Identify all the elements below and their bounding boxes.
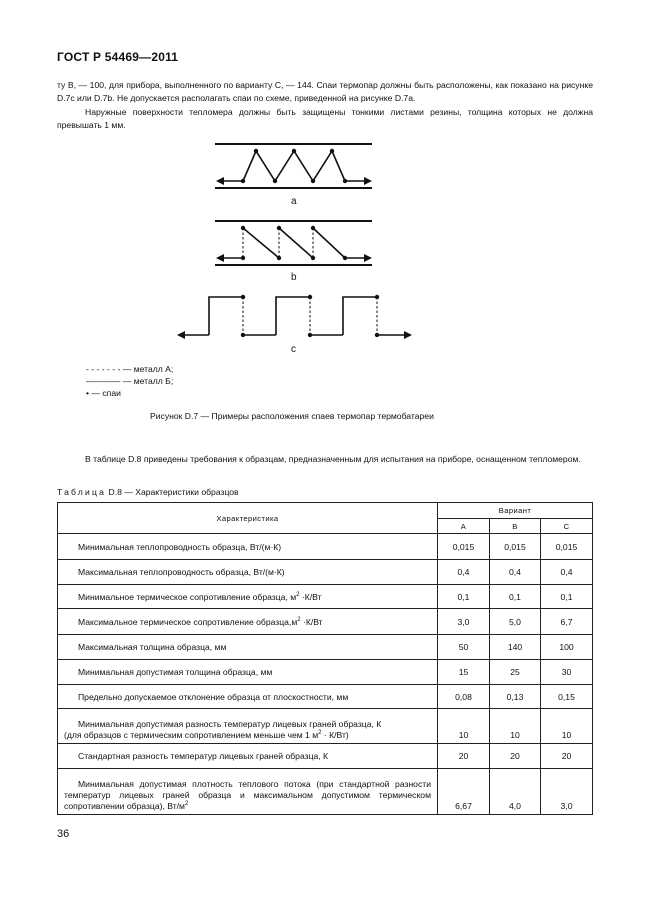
cell-a: 0,08 bbox=[438, 685, 490, 709]
row-name: Минимальная теплопроводность образца, Вт/(м·К) bbox=[58, 534, 438, 560]
header-variant: Вариант bbox=[438, 503, 593, 519]
cell-c: 0,1 bbox=[541, 585, 593, 609]
cell-a: 15 bbox=[438, 660, 490, 685]
cell-c: 0,015 bbox=[541, 534, 593, 560]
row-name-unit: ·К/Вт bbox=[300, 616, 323, 627]
cell-c: 20 bbox=[541, 744, 593, 769]
row-name: Предельно допускаемое отклонение образца от плоскостности, мм bbox=[58, 685, 438, 709]
row-name-text: Максимальное термическое сопротивление образца,м bbox=[78, 616, 298, 627]
row-name-unit: ·К/Вт bbox=[299, 591, 322, 602]
cell-c: 30 bbox=[541, 660, 593, 685]
legend-dashed-text: — металл А; bbox=[122, 364, 174, 374]
cell-a: 6,67 bbox=[438, 769, 490, 815]
cell-a: 50 bbox=[438, 635, 490, 660]
table-row bbox=[58, 585, 593, 609]
cell-b: 25 bbox=[490, 660, 541, 685]
table-row bbox=[58, 660, 593, 685]
cell-b: 0,015 bbox=[490, 534, 541, 560]
legend-solid-text: — металл Б; bbox=[122, 376, 174, 386]
table-row bbox=[58, 609, 593, 635]
row-name-sup: 2 bbox=[184, 801, 189, 807]
table-row bbox=[58, 769, 593, 815]
cell-a: 20 bbox=[438, 744, 490, 769]
table-caption bbox=[57, 487, 239, 497]
table-row bbox=[58, 534, 593, 560]
cell-c: 3,0 bbox=[541, 769, 593, 815]
cell-a: 3,0 bbox=[438, 609, 490, 635]
cell-c: 6,7 bbox=[541, 609, 593, 635]
row-name-unit: · К/Вт) bbox=[321, 730, 349, 740]
paragraph-1: ту B, — 100, для прибора, выполненного по варианту C, — 144. Спаи термопар должны быть расположены, как показано на рисунке D.7c или D.7b. Не допускается располагать спаи по схеме, приведенной на рисунке D.7a. bbox=[57, 80, 593, 103]
table-row bbox=[58, 709, 593, 744]
table-caption-rest: D.8 — Характеристики образцов bbox=[106, 487, 239, 497]
diagram-c bbox=[179, 295, 410, 337]
row-name-sup: 2 bbox=[297, 616, 301, 623]
row-name-text: Минимальное термическое сопротивление образца, м bbox=[78, 591, 297, 602]
cell-c: 0,4 bbox=[541, 560, 593, 585]
paragraph-2: Наружные поверхности тепломера должны быть защищены тонкими листами резины, толщина которых не должна превышать 1 мм. bbox=[57, 107, 593, 130]
legend-dot bbox=[86, 387, 121, 399]
figure-caption: Рисунок D.7 — Примеры расположения спаев термопар термобатареи bbox=[150, 411, 434, 421]
thermocouple-figure bbox=[0, 0, 646, 400]
header-variant-c: C bbox=[541, 519, 593, 534]
table-row bbox=[58, 744, 593, 769]
legend-solid bbox=[86, 375, 173, 387]
cell-c: 0,15 bbox=[541, 685, 593, 709]
row-name: Максимальная толщина образца, мм bbox=[58, 635, 438, 660]
row-name-line2 bbox=[64, 730, 431, 741]
cell-a: 10 bbox=[438, 709, 490, 744]
legend-dot-text: — спаи bbox=[91, 388, 121, 398]
legend-dashed bbox=[86, 363, 173, 375]
cell-a: 0,4 bbox=[438, 560, 490, 585]
page-number: 36 bbox=[57, 828, 70, 840]
diagram-b bbox=[215, 221, 372, 265]
legend-dot-symbol: • bbox=[86, 388, 90, 398]
cell-a: 0,015 bbox=[438, 534, 490, 560]
table-header-row bbox=[58, 503, 593, 519]
row-name-sup: 2 bbox=[296, 591, 300, 598]
legend-dashed-symbol: - - - - - - - bbox=[86, 364, 121, 374]
cell-a: 0,1 bbox=[438, 585, 490, 609]
paragraph-3: В таблице D.8 приведены требования к образцам, предназначенным для испытания на приборе, оснащенном тепломером. bbox=[85, 454, 581, 464]
cell-b: 0,13 bbox=[490, 685, 541, 709]
row-name-line1: Минимальная допустимая разность температур лицевых граней образца, К bbox=[78, 719, 382, 729]
header-characteristic: Характеристика bbox=[58, 503, 438, 534]
row-name: Максимальная теплопроводность образца, Вт/(м·К) bbox=[58, 560, 438, 585]
diagram-c-label: c bbox=[291, 344, 296, 355]
row-name-text: (для образцов с термическим сопротивлением меньше чем 1 м bbox=[64, 730, 319, 740]
cell-c: 10 bbox=[541, 709, 593, 744]
table-caption-prefix: Таблица bbox=[57, 487, 107, 497]
row-name bbox=[58, 585, 438, 609]
cell-b: 0,4 bbox=[490, 560, 541, 585]
row-name-sup: 2 bbox=[318, 730, 322, 736]
diagram-a-label: a bbox=[291, 196, 297, 207]
header-variant-b: B bbox=[490, 519, 541, 534]
row-name-text: Минимальная допустимая плотность теплового потока (при стандартной разности температур лицевых граней образца и максимальном допустимом термическом сопротивлении образца), Вт/м bbox=[64, 779, 431, 811]
cell-b: 0,1 bbox=[490, 585, 541, 609]
cell-b: 5,0 bbox=[490, 609, 541, 635]
standard-header: ГОСТ Р 54469—2011 bbox=[57, 50, 179, 64]
legend-solid-symbol: ———— bbox=[86, 376, 121, 386]
table-row bbox=[58, 560, 593, 585]
row-name bbox=[58, 609, 438, 635]
diagram-a bbox=[215, 144, 372, 188]
cell-b: 4,0 bbox=[490, 769, 541, 815]
diagram-b-label: b bbox=[291, 272, 297, 283]
cell-c: 100 bbox=[541, 635, 593, 660]
table-row bbox=[58, 635, 593, 660]
cell-b: 10 bbox=[490, 709, 541, 744]
header-variant-a: A bbox=[438, 519, 490, 534]
row-name: Минимальная допустимая толщина образца, мм bbox=[58, 660, 438, 685]
row-name: Стандартная разность температур лицевых граней образца, К bbox=[58, 744, 438, 769]
cell-b: 20 bbox=[490, 744, 541, 769]
cell-b: 140 bbox=[490, 635, 541, 660]
row-name bbox=[58, 709, 438, 744]
specimen-table bbox=[57, 502, 593, 815]
row-name bbox=[58, 769, 438, 815]
table-row bbox=[58, 685, 593, 709]
